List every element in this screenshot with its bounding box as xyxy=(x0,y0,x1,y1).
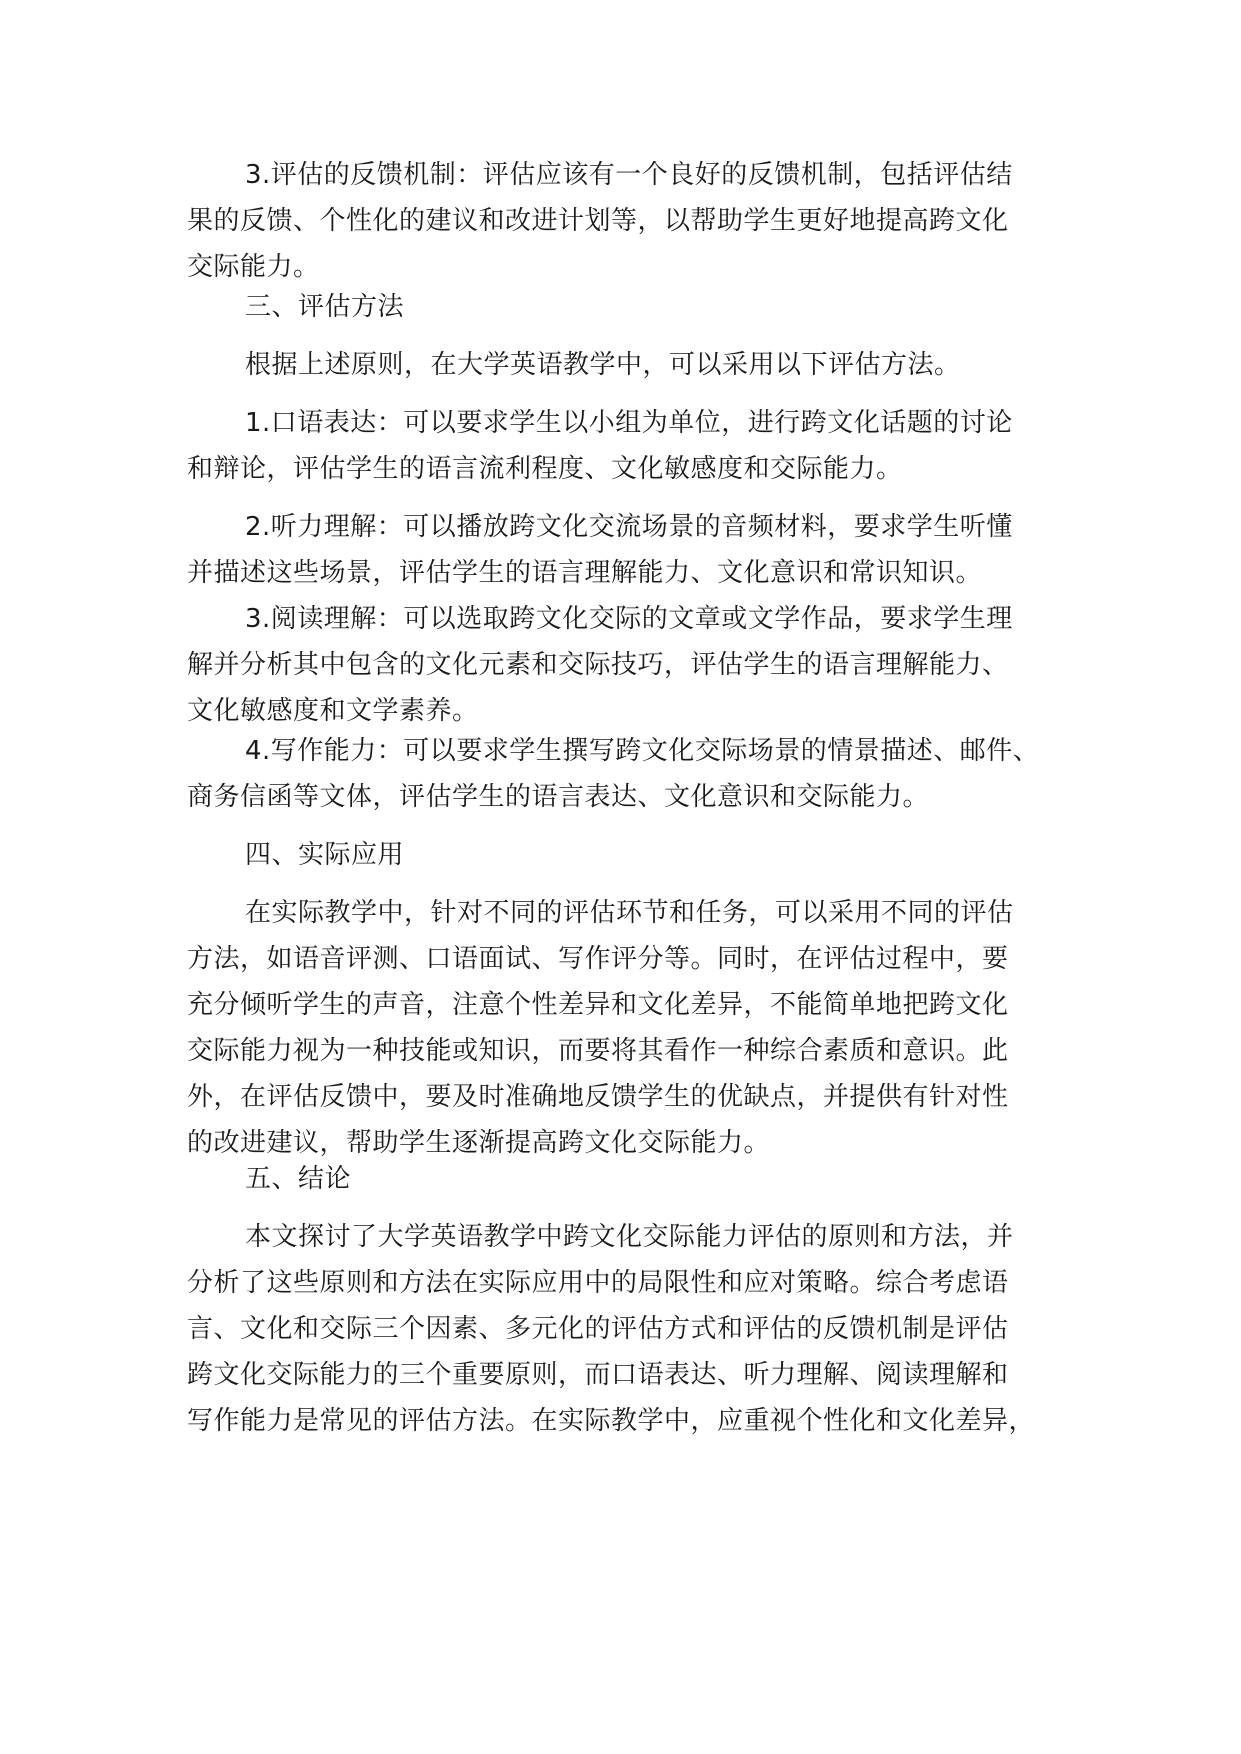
text-line: 交际能力视为一种技能或知识，而要将其看作一种综合素质和意识。此 xyxy=(187,1036,1009,1066)
text-line: 3.阅读理解：可以选取跨文化交际的文章或文学作品，要求学生理 xyxy=(245,604,1013,634)
text-line: 充分倾听学生的声音，注意个性差异和文化差异，不能简单地把跨文化 xyxy=(187,990,1009,1020)
text-line: 2.听力理解：可以播放跨文化交流场景的音频材料，要求学生听懂 xyxy=(245,512,1013,542)
text-line: 4.写作能力：可以要求学生撰写跨文化交际场景的情景描述、邮件、 xyxy=(245,736,1040,766)
paragraph-practical-application xyxy=(187,890,1087,1166)
text-line: 在实际教学中，针对不同的评估环节和任务，可以采用不同的评估 xyxy=(245,898,1014,928)
text-line: 根据上述原则，在大学英语教学中，可以采用以下评估方法。 xyxy=(245,350,961,380)
section-heading: 三、评估方法 xyxy=(245,292,405,322)
text-line: 方法，如语音评测、口语面试、写作评分等。同时，在评估过程中，要 xyxy=(187,944,1009,974)
text-line: 商务信函等文体，评估学生的语言表达、文化意识和交际能力。 xyxy=(187,782,930,812)
text-line: 外，在评估反馈中，要及时准确地反馈学生的优缺点，并提供有针对性 xyxy=(187,1082,1009,1112)
paragraph-methods-intro xyxy=(187,342,1087,388)
text-line: 分析了这些原则和方法在实际应用中的局限性和应对策略。综合考虑语 xyxy=(187,1268,1009,1298)
text-line: 跨文化交际能力的三个重要原则，而口语表达、听力理解、阅读理解和 xyxy=(187,1360,1009,1390)
text-line: 言、文化和交际三个因素、多元化的评估方式和评估的反馈机制是评估 xyxy=(187,1314,1009,1344)
text-line: 交际能力。 xyxy=(187,252,320,282)
text-line: 的改进建议，帮助学生逐渐提高跨文化交际能力。 xyxy=(187,1128,771,1158)
paragraph-writing xyxy=(187,728,1087,820)
paragraph-conclusion xyxy=(187,1214,1087,1444)
text-line: 本文探讨了大学英语教学中跨文化交际能力评估的原则和方法，并 xyxy=(245,1222,1014,1252)
heading-conclusion xyxy=(187,1156,1087,1202)
heading-assessment-methods xyxy=(187,284,1087,330)
heading-practical-application xyxy=(187,832,1087,878)
text-line: 果的反馈、个性化的建议和改进计划等，以帮助学生更好地提高跨文化 xyxy=(187,206,1009,236)
text-line: 1.口语表达：可以要求学生以小组为单位，进行跨文化话题的讨论 xyxy=(245,408,1013,438)
paragraph-feedback-mechanism xyxy=(187,152,1087,290)
text-line: 写作能力是常见的评估方法。在实际教学中，应重视个性化和文化差异， xyxy=(187,1406,1036,1436)
text-line: 解并分析其中包含的文化元素和交际技巧，评估学生的语言理解能力、 xyxy=(187,650,1009,680)
section-heading: 四、实际应用 xyxy=(245,840,405,870)
text-line: 和辩论，评估学生的语言流利程度、文化敏感度和交际能力。 xyxy=(187,454,903,484)
section-heading: 五、结论 xyxy=(245,1164,352,1194)
text-line: 3.评估的反馈机制：评估应该有一个良好的反馈机制，包括评估结 xyxy=(245,160,1013,190)
paragraph-oral-expression xyxy=(187,400,1087,492)
text-line: 并描述这些场景，评估学生的语言理解能力、文化意识和常识知识。 xyxy=(187,558,983,588)
text-line: 文化敏感度和文学素养。 xyxy=(187,696,479,726)
paragraph-reading xyxy=(187,596,1087,734)
paragraph-listening xyxy=(187,504,1087,596)
